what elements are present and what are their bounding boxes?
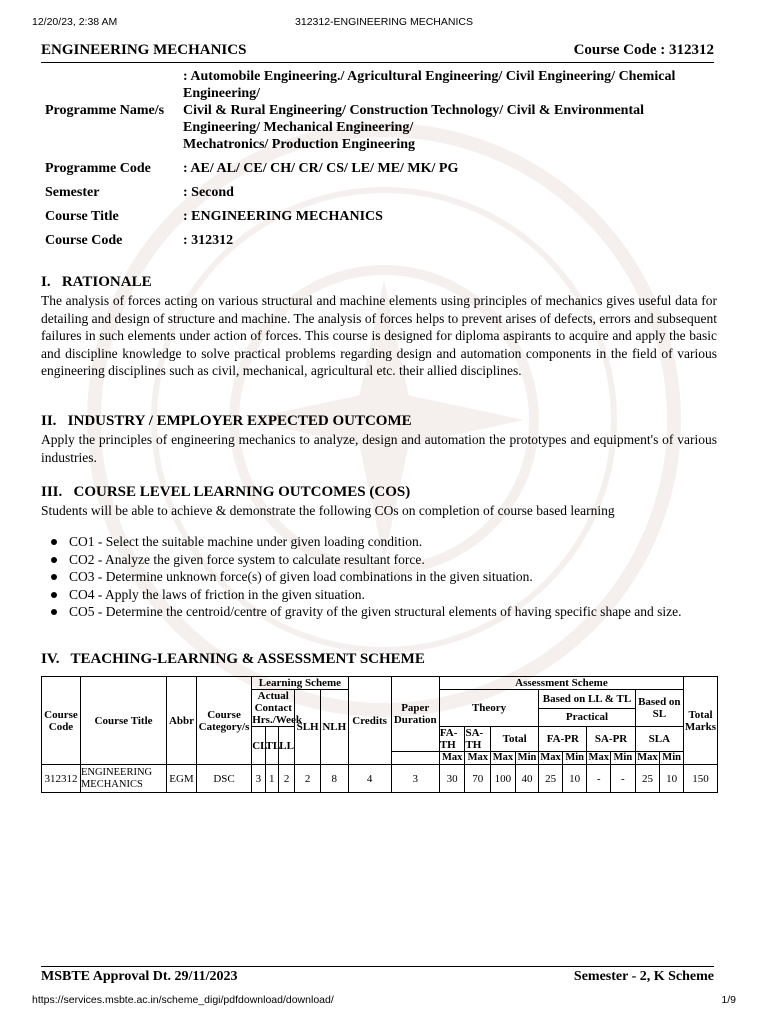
bullet-icon [51, 592, 57, 598]
cell-abbr: EGM [167, 765, 197, 793]
industry-heading: II. INDUSTRY / EMPLOYER EXPECTED OUTCOME [41, 413, 412, 429]
cell-nlh: 8 [320, 765, 348, 793]
th-course-code: Course Code [42, 677, 81, 765]
th-min: Min [660, 752, 684, 765]
th-based-sl: Based on SL [635, 690, 683, 727]
th-slh: SLH [295, 690, 321, 765]
programme-code-value: : AE/ AL/ CE/ CH/ CR/ CS/ LE/ ME/ MK/ PG [183, 161, 459, 176]
cell-tl: 1 [265, 765, 278, 793]
bullet-icon [51, 574, 57, 580]
rationale-text: The analysis of forces acting on various structural and machine elements using principles of mechanics gives useful data for detailing and design of structure and machine. The analysis of forces helps to prevent arises of defects, errors and subsequent failures in such elements under action of forces. This course is designed for diploma aspirants to acquire and apply the basic and discipline knowledge to solve practical problems regarding design and automation components in the field of various engineering disciplines such as civil, mechanical, agricultural etc. their allied disciplines. [41, 293, 717, 378]
co-text: CO5 - Determine the centroid/centre of gravity of the given structural elements of having specific shape and size. [69, 604, 682, 619]
th-min: Min [515, 752, 539, 765]
cell-sla-min: 10 [660, 765, 684, 793]
print-timestamp: 12/20/23, 2:38 AM [32, 16, 118, 28]
document-footer [41, 966, 714, 987]
th-credits: Credits [348, 677, 391, 765]
industry-text: Apply the principles of engineering mechanics to analyze, design and automation the prototypes and equipment's of various industries. [41, 432, 717, 465]
th-based-ll-tl: Based on LL & TL [539, 690, 635, 709]
list-item [48, 568, 724, 586]
th-pd-blank [391, 752, 439, 765]
th-max: Max [635, 752, 660, 765]
cos-list [48, 533, 724, 621]
th-paper-duration: Paper Duration [391, 677, 439, 752]
cell-cl: 3 [252, 765, 265, 793]
co-text: CO1 - Select the suitable machine under given loading condition. [69, 534, 423, 549]
th-total-marks: Total Marks [683, 677, 717, 765]
list-item [48, 603, 724, 621]
cos-heading: III. COURSE LEVEL LEARNING OUTCOMES (COS) [41, 484, 411, 500]
course-code-label: Course Code [45, 233, 123, 248]
approval-date: MSBTE Approval Dt. 29/11/2023 [41, 969, 238, 984]
co-text: CO2 - Analyze the given force system to calculate resultant force. [69, 551, 425, 567]
cell-total-min: 40 [515, 765, 539, 793]
th-max: Max [439, 752, 465, 765]
cell-fa-pr-min: 10 [562, 765, 587, 793]
programme-name-label: Programme Name/s [45, 103, 165, 118]
list-item [48, 586, 724, 604]
list-item [48, 551, 724, 569]
course-info-table [45, 68, 725, 249]
th-abbr: Abbr [167, 677, 197, 765]
co-text: CO4 - Apply the laws of friction in the given situation. [69, 586, 365, 602]
programme-code-label: Programme Code [45, 161, 151, 176]
cell-sa-pr-min: - [611, 765, 636, 793]
browser-print-header [32, 16, 736, 30]
table-row [42, 765, 718, 793]
th-max: Max [540, 752, 561, 763]
th-max: Max [588, 752, 609, 763]
semester-label: Semester [45, 185, 100, 200]
th-tl: TL [265, 727, 278, 765]
th-actual-contact: Actual Contact Hrs./Week [252, 690, 303, 726]
th-sla: SLA [635, 727, 683, 752]
th-min: Min [562, 752, 587, 765]
print-url: https://services.msbte.ac.in/scheme_digi/pdfdownload/download/ [32, 994, 334, 1006]
th-fa-pr: FA-PR [539, 727, 587, 752]
cell-slh: 2 [295, 765, 321, 793]
print-title: 312312-ENGINEERING MECHANICS [295, 16, 473, 28]
th-nlh: NLH [320, 690, 348, 765]
bullet-icon [51, 557, 57, 563]
th-total: Total [491, 727, 539, 752]
semester-value: : Second [183, 185, 234, 200]
cell-fa-pr-max: 25 [539, 765, 563, 793]
cell-course-title: ENGINEERING MECHANICS [80, 765, 166, 793]
th-min: Min [611, 752, 636, 765]
co-text: CO3 - Determine unknown force(s) of given load combinations in the given situation. [69, 569, 533, 584]
scheme-heading: IV. TEACHING-LEARNING & ASSESSMENT SCHEME [41, 651, 425, 667]
th-fa-th: FA-TH [439, 727, 465, 752]
th-assessment-scheme: Assessment Scheme [439, 677, 683, 690]
cell-category: DSC [196, 765, 251, 793]
th-sa-th: SA-TH [465, 727, 491, 752]
cell-total-marks: 150 [683, 765, 717, 793]
teaching-assessment-scheme-table [41, 676, 718, 793]
programme-line: : Automobile Engineering./ Agricultural Engineering/ Civil Engineering/ Chemical [183, 69, 676, 84]
th-theory: Theory [439, 690, 538, 727]
th-max: Max [465, 752, 491, 765]
th-course-title: Course Title [80, 677, 166, 765]
bullet-icon [51, 539, 57, 545]
th-cl: CL [252, 727, 265, 765]
th-learning-scheme: Learning Scheme [252, 677, 348, 690]
cell-course-code: 312312 [42, 765, 81, 793]
programme-line: Civil & Rural Engineering/ Construction Technology/ Civil & Environmental [183, 103, 645, 118]
course-title-label: Course Title [45, 209, 119, 224]
semester-scheme: Semester - 2, K Scheme [573, 969, 714, 984]
rationale-heading: I. RATIONALE [41, 274, 152, 290]
cell-credits: 4 [348, 765, 391, 793]
list-item [48, 533, 724, 551]
cos-intro: Students will be able to achieve & demonstrate the following COs on completion of course based learning [41, 503, 615, 518]
bullet-icon [51, 609, 57, 615]
th-ll: LL [278, 727, 294, 765]
cell-sa-pr-max: - [587, 765, 611, 793]
header-course-name: ENGINEERING MECHANICS [41, 42, 247, 58]
th-sa-pr: SA-PR [587, 727, 635, 752]
page-number: 1/9 [721, 994, 736, 1006]
th-practical: Practical [539, 708, 635, 727]
programme-line: Engineering/ Mechanical Engineering/ [183, 120, 414, 135]
programme-line: Mechatronics/ Production Engineering [183, 137, 416, 152]
cell-fa-th-max: 30 [439, 765, 465, 793]
header-course-code: Course Code : 312312 [573, 42, 714, 58]
course-title-value: : ENGINEERING MECHANICS [183, 209, 383, 224]
cell-paper-duration: 3 [391, 765, 439, 793]
cell-ll: 2 [278, 765, 294, 793]
document-header [41, 42, 714, 63]
browser-print-footer [32, 994, 736, 1008]
cell-sa-th-max: 70 [465, 765, 491, 793]
th-category: Course Category/s [196, 677, 251, 765]
cell-total-max: 100 [491, 765, 516, 793]
cell-sla-max: 25 [635, 765, 660, 793]
course-code-value: : 312312 [183, 233, 234, 248]
th-max: Max [491, 752, 516, 765]
programme-line: Engineering/ [183, 86, 261, 101]
programme-name-value [183, 68, 725, 160]
